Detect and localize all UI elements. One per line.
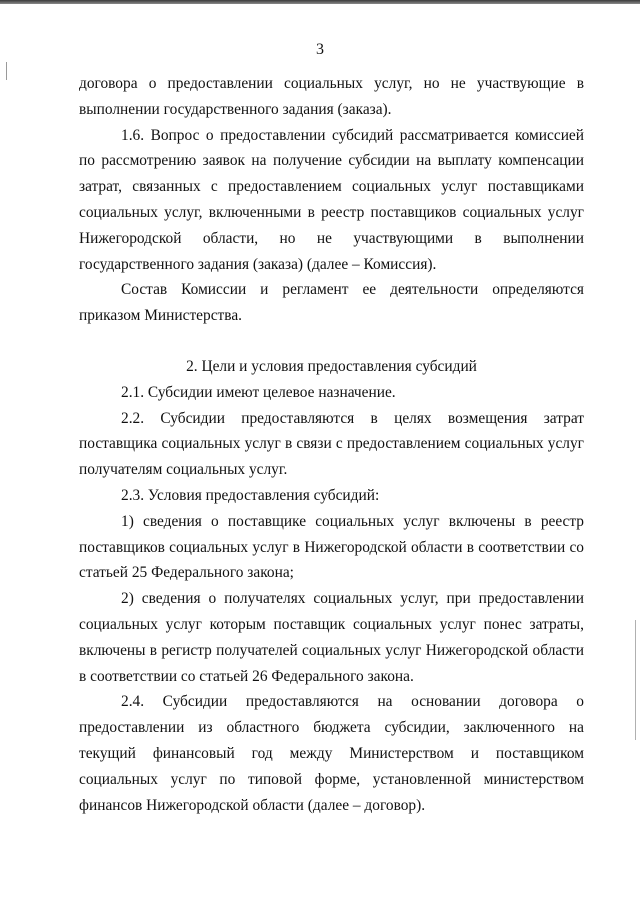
paragraph-2-1: 2.1. Субсидии имеют целевое назначение.	[121, 383, 396, 401]
paragraph-commission-composition: Состав Комиссии и регламент ее деятельности определяются приказом Министерства.	[79, 281, 584, 325]
page-number: 3	[316, 41, 324, 58]
document-body	[79, 71, 584, 818]
paragraph-2-4: 2.4. Субсидии предоставляются на основании договора о предоставлении из областного бюджета субсидии, заключенного на текущий финансовый год между Министерством и поставщиком социальных услуг по типовой форме, установленной министерством финансов Нижегородской области (далее – договор).	[79, 693, 584, 814]
scan-mark-right	[635, 620, 636, 740]
paragraph-1-6: 1.6. Вопрос о предоставлении субсидий рассматривается комиссией по рассмотрению заявок на получение субсидии на выплату компенсации затрат, связанных с предоставлением социальных услуг поставщиками социальных услуг, включенными в реестр поставщиков социальных услуг Нижегородской области, но не участвующими в выполнении государственного задания (заказа) (далее – Комиссия).	[79, 126, 584, 273]
paragraph-2-3-item-2: 2) сведения о получателях социальных услуг, при предоставлении социальных услуг которым поставщик социальных услуг понес затраты, включены в регистр получателей социальных услуг Нижегородской области в соответствии со статьей 26 Федерального закона.	[79, 590, 584, 685]
section-heading-2: 2. Цели и условия предоставления субсидий	[186, 357, 477, 375]
scan-mark-left	[6, 62, 7, 80]
paragraph-continuation: договора о предоставлении социальных услуг, но не участвующие в выполнении государственного задания (заказа).	[79, 75, 584, 118]
paragraph-2-3-item-1: 1) сведения о поставщике социальных услуг включены в реестр поставщиков социальных услуг в Нижегородской области в соответствии со статьей 25 Федерального закона;	[79, 512, 584, 582]
scan-edge-top	[0, 0, 640, 4]
paragraph-2-2: 2.2. Субсидии предоставляются в целях возмещения затрат поставщика социальных услуг в связи с предоставлением социальных услуг получателям социальных услуг.	[79, 409, 584, 479]
paragraph-2-3: 2.3. Условия предоставления субсидий:	[121, 486, 380, 504]
